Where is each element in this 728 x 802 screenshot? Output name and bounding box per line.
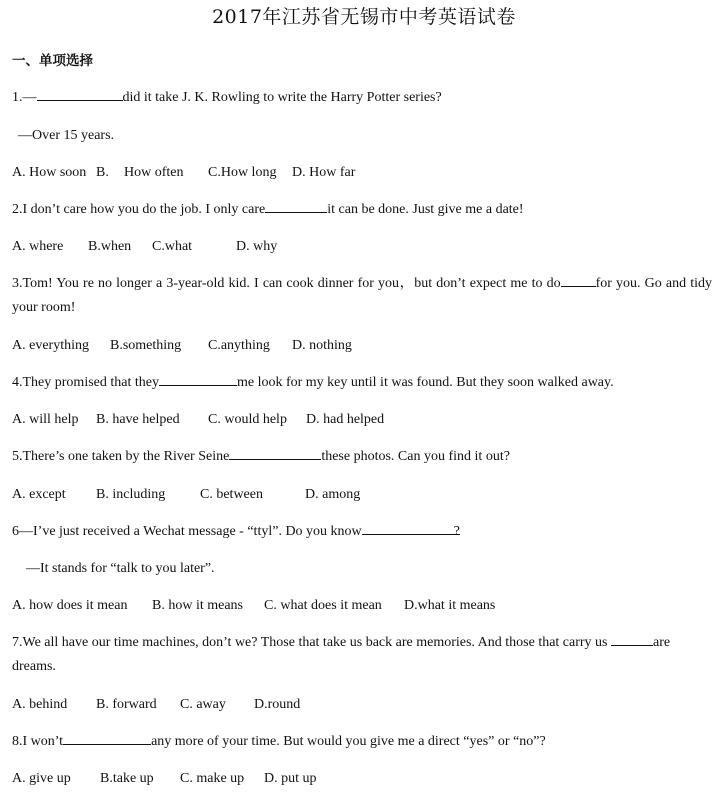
option-a: A. behind [12, 697, 68, 712]
option-d: D. among [305, 487, 361, 502]
answer-blank [37, 86, 123, 101]
answer-blank [265, 198, 327, 213]
dialogue-answer: —It stands for “talk to you later”. [26, 561, 215, 576]
question-4 [12, 371, 614, 395]
option-b-text: How often [124, 165, 184, 180]
option-d: D. put up [264, 771, 317, 786]
option-c: C. away [180, 697, 226, 712]
answer-blank [362, 520, 454, 535]
option-c: C.what [152, 239, 193, 254]
question-7 [12, 631, 680, 679]
exam-title: 2017年江苏省无锡市中考英语试卷 [212, 6, 516, 28]
option-a: A. where [12, 239, 64, 254]
option-c: C.How long [208, 165, 277, 180]
question-5 [12, 445, 510, 469]
question-6 [12, 520, 460, 544]
option-c: C.anything [208, 338, 270, 353]
question-text: 7.We all have our time machines, don’t we? Those that take us back are memories. And those that carry us [12, 635, 608, 650]
answer-blank [561, 272, 596, 287]
answer-blank [159, 371, 237, 386]
question-text: for you. Go and tidy your room! [12, 276, 712, 315]
answer-blank [611, 631, 653, 646]
option-b: B.something [110, 338, 182, 353]
answer-blank [229, 445, 321, 460]
option-b: B. how it means [152, 598, 243, 613]
option-c: C. between [200, 487, 263, 502]
option-b: B. forward [96, 697, 157, 712]
option-b: B.take up [100, 771, 154, 786]
section-heading: 一、单项选择 [12, 53, 93, 69]
question-3 [12, 272, 712, 320]
question-text: did it take J. K. Rowling to write the Harry Potter series? [122, 90, 442, 105]
option-a: A. will help [12, 412, 79, 427]
question-8 [12, 730, 546, 754]
question-text: these photos. Can you find it out? [321, 449, 510, 464]
question-text: 5.There’s one taken by the River Seine [12, 449, 230, 464]
option-b: B. [96, 165, 109, 180]
option-a: A. How soon [12, 165, 87, 180]
question-text: 1.— [12, 90, 37, 105]
answer-blank [63, 730, 151, 745]
question-text: 8.I won’t [12, 734, 64, 749]
question-text: 3.Tom! You re no longer a 3-year-old kid. I can cook dinner for you，but don’t expect me to do [12, 276, 561, 291]
question-text: ? [454, 520, 460, 535]
option-b: B. including [96, 487, 166, 502]
question-text: it can be done. Just give me a date! [327, 202, 524, 217]
question-text: 2.I don’t care how you do the job. I only care [12, 202, 266, 217]
question-text: any more of your time. But would you give me a direct “yes” or “no”? [151, 734, 546, 749]
option-c: C. make up [180, 771, 245, 786]
dialogue-answer: —Over 15 years. [18, 128, 115, 143]
question-1 [12, 86, 442, 110]
option-a: A. everything [12, 338, 89, 353]
question-2 [12, 198, 524, 222]
option-a: A. how does it mean [12, 598, 128, 613]
option-c: C. what does it mean [264, 598, 382, 613]
question-text: 4.They promised that they [12, 375, 159, 390]
option-a: A. give up [12, 771, 71, 786]
question-text: 6—I’ve just received a Wechat message - “ttyl”. Do you know [12, 524, 362, 539]
option-d: D. had helped [306, 412, 385, 427]
option-c: C. would help [208, 412, 287, 427]
option-d: D.round [254, 697, 301, 712]
question-text: me look for my key until it was found. But they soon walked away. [236, 375, 614, 390]
question-text: are dreams. [12, 635, 671, 674]
option-d: D. How far [292, 165, 356, 180]
option-d: D. nothing [292, 338, 352, 353]
option-b: B. have helped [96, 412, 180, 427]
option-a: A. except [12, 487, 66, 502]
option-d: D. why [236, 239, 278, 254]
option-d: D.what it means [404, 598, 496, 613]
option-b: B.when [88, 239, 132, 254]
